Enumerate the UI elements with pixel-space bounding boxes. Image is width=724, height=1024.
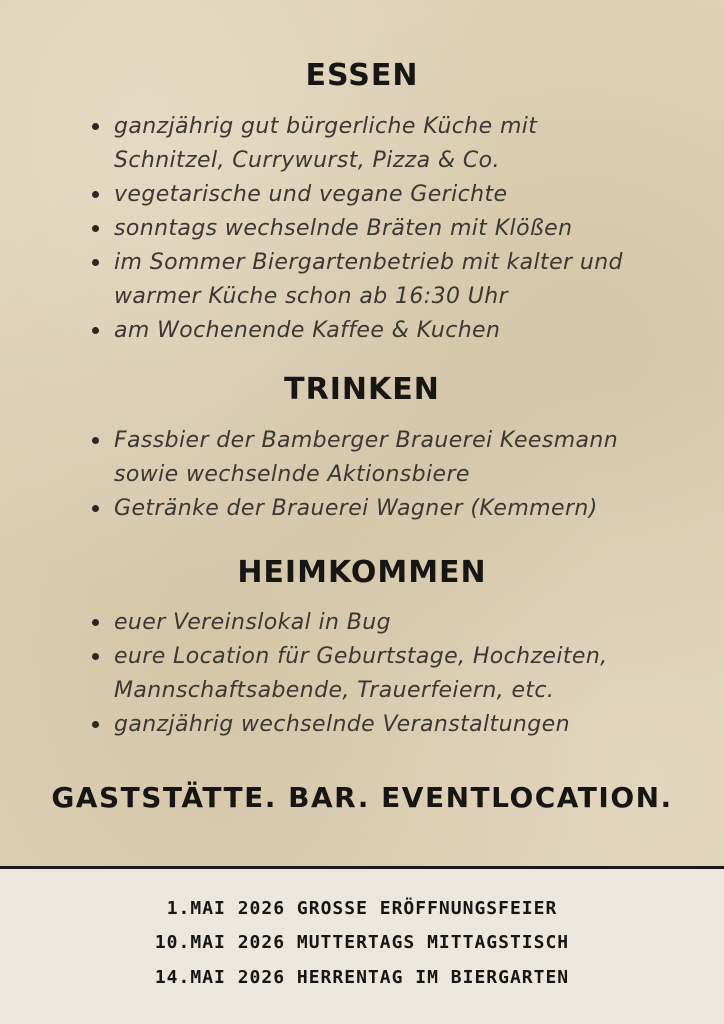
section-title-trinken: TRINKEN: [284, 372, 440, 407]
list-item: am Wochenende Kaffee & Kuchen: [90, 314, 710, 348]
bullet-icon: [92, 191, 99, 198]
bullet-icon: [92, 327, 99, 334]
bullet-icon: [92, 259, 99, 266]
bullet-icon: [92, 653, 99, 660]
list-item: im Sommer Biergartenbetrieb mit kalter und warmer Küche schon ab 16:30 Uhr: [90, 246, 654, 314]
list-item: vegetarische und vegane Gerichte: [90, 178, 710, 212]
event-line: 10.MAI 2026 MUTTERTAGS MITTAGSTISCH: [154, 932, 570, 953]
event-line: 1.MAI 2026 GROSSE ERÖFFNUNGSFEIER: [166, 898, 558, 919]
bullet-icon: [92, 721, 99, 728]
section-title-essen: ESSEN: [305, 58, 419, 93]
bullet-icon: [92, 619, 99, 626]
list-item: Getränke der Brauerei Wagner (Kemmern): [90, 492, 710, 526]
list-item: euer Vereinslokal in Bug: [90, 606, 710, 640]
list-item: sonntags wechselnde Bräten mit Klößen: [90, 212, 710, 246]
list-item: eure Location für Geburtstage, Hochzeiten, Mannschaftsabende, Trauerfeiern, etc.: [90, 640, 694, 708]
event-line: 14.MAI 2026 HERRENTAG IM BIERGARTEN: [154, 967, 570, 988]
bullet-icon: [92, 505, 99, 512]
list-heimkommen: [90, 606, 710, 742]
bullet-icon: [92, 437, 99, 444]
bullet-icon: [92, 123, 99, 130]
list-item: ganzjährig gut bürgerliche Küche mit Schnitzel, Currywurst, Pizza & Co.: [90, 110, 634, 178]
list-item: ganzjährig wechselnde Veranstaltungen: [90, 708, 710, 742]
tagline: GASTSTÄTTE. BAR. EVENTLOCATION.: [51, 781, 673, 814]
list-trinken: [90, 424, 710, 526]
list-essen: [90, 110, 710, 348]
list-item: Fassbier der Bamberger Brauerei Keesmann sowie wechselnde Aktionsbiere: [90, 424, 674, 492]
bullet-icon: [92, 225, 99, 232]
section-title-heimkommen: HEIMKOMMEN: [237, 555, 487, 590]
